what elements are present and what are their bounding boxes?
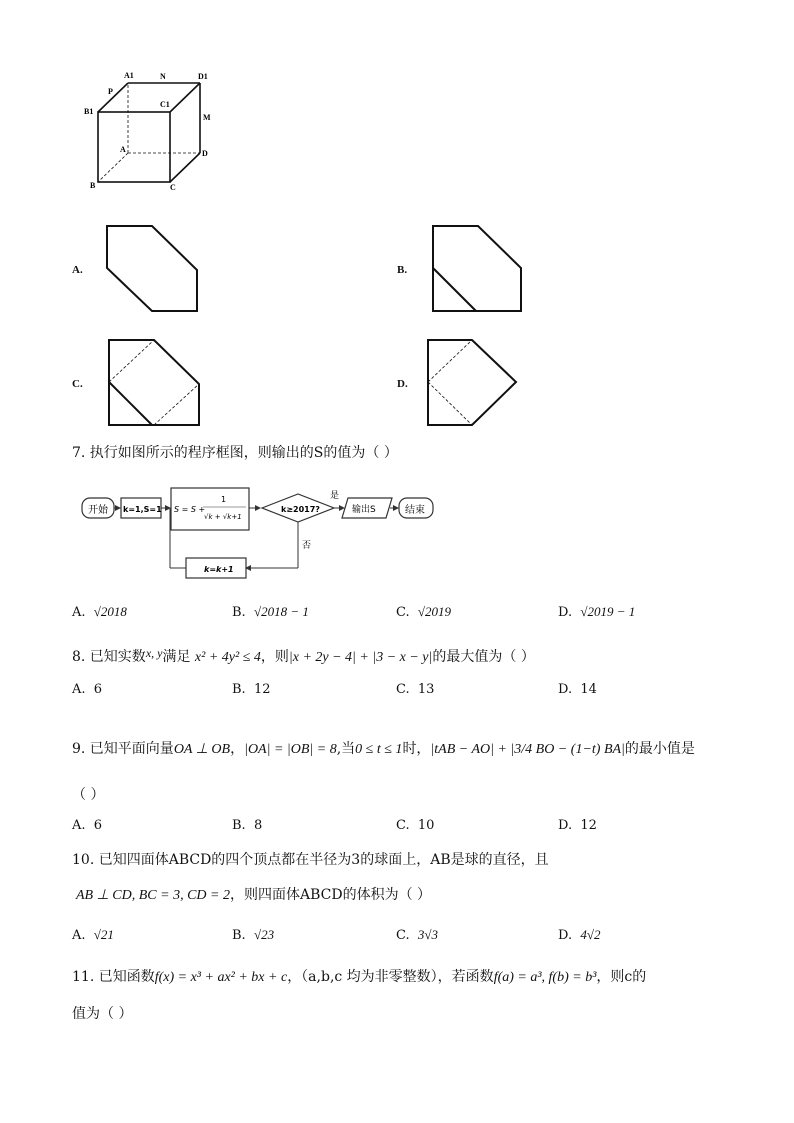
- flow-no: 否: [302, 541, 312, 551]
- q10-line2-text: ，则四面体ABCD的体积为（ ）: [229, 887, 432, 903]
- q8-stem-e: ，则: [260, 649, 289, 665]
- q10-option-a-label: A.: [72, 928, 86, 943]
- q8-stem-c: 满足: [162, 649, 191, 665]
- q8-stem-a: 8. 已知实数: [72, 649, 146, 665]
- q9-option-d-label: D.: [558, 818, 573, 833]
- q6-option-c-figure: [104, 334, 209, 434]
- q8-stem-b: x, y: [145, 646, 163, 660]
- q8-stem-f: |x + 2y − 4| + |3 − x − y|: [288, 650, 433, 665]
- q9-option-d: [558, 818, 597, 833]
- q9-option-a-label: A.: [72, 818, 86, 833]
- q9-option-a: [72, 818, 102, 833]
- q6-option-c-label: C.: [72, 378, 83, 390]
- q10-option-c-label: C.: [396, 928, 410, 943]
- q8-option-d: [558, 682, 597, 697]
- q9-stem: [72, 738, 695, 758]
- q8-stem-d: x² + 4y² ≤ 4: [194, 650, 261, 665]
- cube-label-C: C: [170, 183, 176, 192]
- q6-option-b-label: B.: [397, 264, 408, 276]
- cube-figure: [80, 68, 220, 198]
- q7-option-c-label: C.: [396, 605, 410, 620]
- cube-label-P: P: [108, 87, 113, 96]
- q7-option-b-label: B.: [232, 605, 246, 620]
- q9-stem-c: ，: [230, 741, 245, 757]
- q9-option-c-value: 10: [417, 818, 435, 833]
- flow-process-lhs: S = S +: [174, 505, 206, 514]
- q8-option-c: [396, 682, 434, 697]
- q8-option-a: [72, 682, 102, 697]
- flow-init: k=1,S=1: [123, 505, 162, 514]
- q11-line1-a: 11. 已知函数: [72, 969, 155, 985]
- q6-option-b-figure: [428, 220, 528, 320]
- q7-option-b-value: √2018 − 1: [253, 604, 309, 619]
- q11-line1-b: f(x) = x³ + ax² + bx + c: [154, 970, 288, 985]
- q8-stem: [72, 646, 535, 666]
- cube-label-B1: B1: [84, 107, 94, 116]
- q10-option-c-value: 3√3: [417, 927, 439, 942]
- flow-yes: 是: [330, 491, 340, 501]
- q10-line1: 10. 已知四面体ABCD的四个顶点都在半径为3的球面上，AB是球的直径，且: [72, 852, 549, 868]
- flow-increment: k=k+1: [204, 565, 234, 574]
- q9-stem-d: |OA| = |OB| = 8: [244, 742, 337, 757]
- q10-option-c: [396, 927, 438, 943]
- q9-option-a-value: 6: [93, 818, 103, 833]
- q10-line2-math: AB ⊥ CD, BC = 3, CD = 2: [76, 888, 230, 903]
- cube-label-C1: C1: [160, 100, 170, 109]
- q6-option-a-figure: [100, 220, 210, 320]
- q10-option-b: [232, 927, 274, 943]
- q7-option-d-value: √2019 − 1: [580, 604, 636, 619]
- q10-option-d: [558, 927, 601, 943]
- q9-stem-i: 的最小值是: [624, 741, 695, 757]
- q10-option-a-value: √21: [93, 927, 114, 942]
- q9-stem-cont: （ ）: [72, 787, 105, 803]
- q10-option-b-value: √23: [253, 927, 275, 942]
- q8-option-c-label: C.: [396, 682, 410, 697]
- q8-option-b-label: B.: [232, 682, 246, 697]
- q8-option-b-value: 12: [253, 682, 271, 697]
- q7-option-d-label: D.: [558, 605, 573, 620]
- cube-label-B: B: [90, 181, 96, 190]
- q11-line1: [72, 966, 646, 986]
- q10-option-a: [72, 927, 114, 943]
- q11-line2: 值为（ ）: [72, 1006, 133, 1022]
- q8-option-c-value: 13: [417, 682, 435, 697]
- q9-stem-f: 0 ≤ t ≤ 1: [355, 742, 403, 757]
- q11-line1-e: ，则c的: [596, 969, 647, 985]
- q7-option-b: [232, 604, 309, 620]
- q10-option-d-label: D.: [558, 928, 573, 943]
- cube-label-M: M: [203, 113, 211, 122]
- q9-stem-a: 9. 已知平面向量: [72, 741, 174, 757]
- flow-process-den: √k + √k+1: [204, 513, 242, 521]
- q9-stem-b: OA ⊥ OB: [173, 742, 231, 757]
- q10-line2: [76, 884, 431, 904]
- q7-option-a-value: √2018: [93, 604, 127, 619]
- q9-option-b: [232, 818, 262, 833]
- flow-end: 结束: [405, 505, 425, 516]
- q6-option-a-label: A.: [72, 264, 83, 276]
- q9-option-c: [396, 818, 434, 833]
- q7-stem: 7. 执行如图所示的程序框图，则输出的S的值为（ ）: [72, 445, 398, 461]
- q11-line1-c: ，（a,b,c 均为非零整数），若函数: [287, 969, 494, 985]
- flow-start: 开始: [88, 505, 108, 516]
- q7-option-a: [72, 604, 127, 620]
- q8-option-a-value: 6: [93, 682, 103, 697]
- flow-decision: k≥2017?: [281, 505, 320, 514]
- q11-line1-d: f(a) = a³, f(b) = b³: [493, 970, 597, 985]
- q7-option-c-value: √2019: [417, 604, 452, 619]
- cube-label-A1: A1: [124, 71, 134, 80]
- q8-stem-g: 的最大值为（ ）: [432, 649, 535, 665]
- q9-stem-g: 时，: [402, 741, 431, 757]
- flow-process-num: 1: [221, 495, 227, 504]
- q7-option-d: [558, 604, 635, 620]
- q9-option-b-label: B.: [232, 818, 246, 833]
- q8-option-b: [232, 682, 271, 697]
- q9-option-c-label: C.: [396, 818, 410, 833]
- q7-option-a-label: A.: [72, 605, 86, 620]
- q9-option-b-value: 8: [253, 818, 263, 833]
- cube-label-N: N: [160, 72, 166, 81]
- q8-option-a-label: A.: [72, 682, 86, 697]
- q8-option-d-label: D.: [558, 682, 573, 697]
- q6-option-d-figure: [424, 334, 524, 434]
- q9-stem-h: |tAB − AO| + |3/4 BO − (1−t) BA|: [430, 742, 625, 757]
- cube-label-D: D: [202, 149, 208, 158]
- q9-stem-e: ,当: [336, 741, 356, 757]
- q9-option-d-value: 12: [580, 818, 597, 833]
- q7-flowchart: [78, 486, 458, 582]
- q7-option-c: [396, 604, 451, 620]
- cube-label-D1: D1: [198, 72, 208, 81]
- q6-option-d-label: D.: [397, 378, 408, 390]
- cube-label-A: A: [120, 145, 126, 154]
- q10-option-d-value: 4√2: [580, 927, 601, 942]
- q10-option-b-label: B.: [232, 928, 246, 943]
- q8-option-d-value: 14: [580, 682, 597, 697]
- flow-output: 输出S: [352, 505, 376, 515]
